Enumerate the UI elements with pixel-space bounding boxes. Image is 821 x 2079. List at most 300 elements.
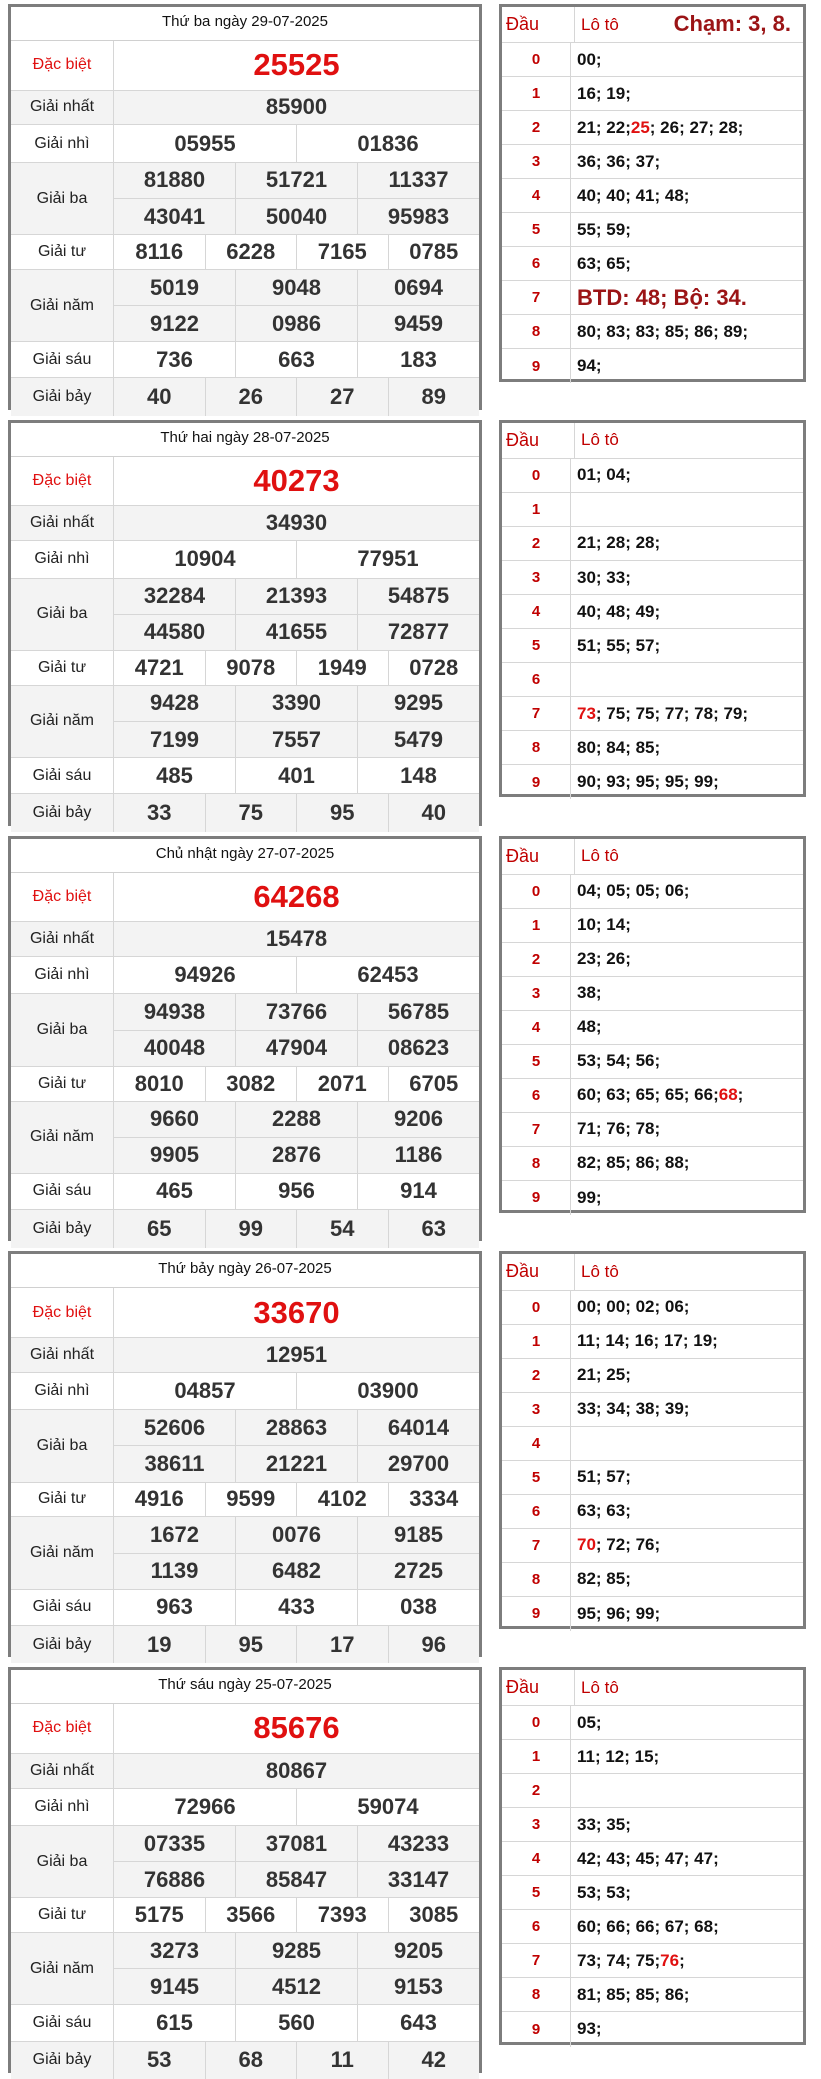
prize-line xyxy=(114,1210,479,1247)
loto-header xyxy=(502,423,803,459)
prize-number: 10904 xyxy=(174,546,236,572)
loto-row xyxy=(502,213,803,247)
loto-row xyxy=(502,1461,803,1495)
loto-values xyxy=(571,1774,803,1807)
prize-number: 42 xyxy=(388,2042,480,2079)
prize-label: Giải bảy xyxy=(11,378,114,415)
prize-line xyxy=(114,91,479,125)
loto-text: 48; xyxy=(577,1017,602,1037)
loto-table xyxy=(499,420,806,798)
loto-head-digit: 8 xyxy=(502,1147,571,1180)
prize-row-second xyxy=(11,1373,479,1410)
loto-head-digit: 0 xyxy=(502,43,571,76)
loto-text: 82; 85; 86; 88; xyxy=(577,1153,690,1173)
prize-line xyxy=(114,651,479,685)
prize-number: 28863 xyxy=(235,1410,357,1445)
prize-row-first xyxy=(11,1338,479,1373)
loto-values xyxy=(571,1325,803,1358)
loto-text: 38; xyxy=(577,983,602,1003)
prize-row-first xyxy=(11,91,479,126)
prize-line xyxy=(114,1030,479,1066)
prize-number: 47904 xyxy=(235,1031,357,1066)
prize-number: 15478 xyxy=(265,926,328,952)
prize-label: Giải bảy xyxy=(11,1210,114,1247)
prize-number: 4102 xyxy=(296,1483,388,1517)
prize-row-first xyxy=(11,1754,479,1789)
results-table xyxy=(8,1667,482,2073)
prize-line xyxy=(114,1789,479,1825)
prize-values xyxy=(114,125,479,161)
prize-number: 80867 xyxy=(265,1757,328,1783)
prize-line xyxy=(114,1704,479,1753)
prize-values xyxy=(114,91,479,125)
prize-values xyxy=(114,1288,479,1337)
prize-number: 8116 xyxy=(135,239,184,265)
btd-note: BTD: 48; Bộ: 34. xyxy=(577,284,747,310)
loto-text: 10; 14; xyxy=(577,915,631,935)
prize-number: 7165 xyxy=(296,235,388,269)
loto-header-label: Lô tô xyxy=(581,1677,619,1697)
prize-label: Giải nhất xyxy=(11,506,114,540)
loto-text: 00; xyxy=(577,49,602,69)
prize-line xyxy=(114,1968,479,2004)
day-block xyxy=(0,1663,821,2079)
prize-line xyxy=(114,1067,479,1101)
prize-values xyxy=(114,1102,479,1173)
prize-number: 0986 xyxy=(235,306,357,341)
loto-values xyxy=(571,1529,803,1562)
loto-text: 76 xyxy=(660,1950,680,1970)
prize-line xyxy=(114,541,479,577)
prize-number: 148 xyxy=(357,758,479,793)
prize-number: 1186 xyxy=(357,1138,479,1173)
prize-number: 485 xyxy=(156,762,193,788)
loto-values xyxy=(571,281,803,314)
prize-values xyxy=(114,1933,479,2004)
prize-number: 94938 xyxy=(143,999,206,1025)
loto-row xyxy=(502,1808,803,1842)
loto-values xyxy=(571,179,803,212)
loto-head-digit: 6 xyxy=(502,663,571,696)
prize-values xyxy=(114,1517,479,1588)
prize-row-sixth xyxy=(11,342,479,378)
prize-line xyxy=(114,1373,479,1409)
prize-number: 9905 xyxy=(150,1142,199,1168)
prize-row-fourth xyxy=(11,1898,479,1933)
prize-number: 26 xyxy=(205,378,297,415)
prize-line xyxy=(114,686,479,721)
loto-head-digit: 2 xyxy=(502,1359,571,1392)
loto-head-digit: 2 xyxy=(502,943,571,976)
prize-row-second xyxy=(11,541,479,578)
prize-line xyxy=(114,1174,479,1209)
prize-values xyxy=(114,457,479,506)
prize-number: 62453 xyxy=(296,957,479,993)
prize-row-sixth xyxy=(11,1590,479,1626)
results-title: Thứ hai ngày 28-07-2025 xyxy=(11,423,479,457)
day-block xyxy=(0,0,821,416)
prize-values xyxy=(114,579,479,650)
prize-number: 50040 xyxy=(235,199,357,234)
prize-values xyxy=(114,1410,479,1481)
prize-values xyxy=(114,1704,479,1753)
loto-values xyxy=(571,1808,803,1841)
prize-line xyxy=(114,1410,479,1445)
loto-head-digit: 9 xyxy=(502,1597,571,1631)
prize-line xyxy=(114,506,479,540)
prize-number: 85847 xyxy=(235,1862,357,1897)
prize-number: 2876 xyxy=(235,1138,357,1173)
loto-row xyxy=(502,1359,803,1393)
loto-values xyxy=(571,1079,803,1112)
loto-values xyxy=(571,1706,803,1739)
prize-row-third xyxy=(11,1410,479,1482)
prize-number: 956 xyxy=(235,1174,357,1209)
prize-line xyxy=(114,1626,479,1663)
prize-row-fifth xyxy=(11,270,479,342)
prize-label: Đặc biệt xyxy=(11,41,114,90)
prize-number: 01836 xyxy=(296,125,479,161)
prize-values xyxy=(114,1789,479,1825)
prize-line xyxy=(114,2005,479,2040)
prize-values xyxy=(114,873,479,922)
loto-text: 80; 84; 85; xyxy=(577,737,661,757)
prize-number: 54875 xyxy=(357,579,479,614)
loto-values xyxy=(571,111,803,144)
loto-head-digit: 4 xyxy=(502,179,571,212)
loto-text: 90; 93; 95; 95; 99; xyxy=(577,772,719,792)
prize-number: 94926 xyxy=(174,962,236,988)
loto-table xyxy=(499,4,806,382)
prize-number: 9459 xyxy=(357,306,479,341)
prize-line xyxy=(114,198,479,234)
loto-head-digit: 4 xyxy=(502,1842,571,1875)
prize-line xyxy=(114,614,479,650)
prize-values xyxy=(114,163,479,234)
loto-head-digit: 3 xyxy=(502,1393,571,1426)
prize-line xyxy=(114,270,479,305)
loto-row xyxy=(502,1706,803,1740)
loto-text: 63; 63; xyxy=(577,1501,631,1521)
loto-header xyxy=(502,7,803,43)
prize-values xyxy=(114,957,479,993)
prize-number: 8010 xyxy=(134,1070,184,1096)
prize-line xyxy=(114,1826,479,1861)
prize-line xyxy=(114,125,479,161)
loto-text: 93; xyxy=(577,2019,602,2039)
prize-number: 54 xyxy=(296,1210,388,1247)
prize-number: 32284 xyxy=(143,583,206,609)
loto-row xyxy=(502,1079,803,1113)
prize-values xyxy=(114,2042,479,2079)
loto-text: 53; 53; xyxy=(577,1882,631,1902)
prize-number: 9078 xyxy=(205,651,297,685)
loto-header-label: Lô tô xyxy=(581,846,619,866)
loto-values xyxy=(571,1291,803,1324)
prize-number: 2288 xyxy=(235,1102,357,1137)
prize-number: 2725 xyxy=(357,1554,479,1589)
prize-number: 615 xyxy=(156,2010,193,2036)
prize-number: 56785 xyxy=(357,994,479,1029)
prize-number: 51721 xyxy=(235,163,357,198)
prize-label: Giải bảy xyxy=(11,1626,114,1663)
prize-number: 1672 xyxy=(150,1521,199,1547)
prize-line xyxy=(114,163,479,198)
loto-text: 30; 33; xyxy=(577,567,631,587)
loto-text: 81; 85; 85; 86; xyxy=(577,1984,690,2004)
prize-values xyxy=(114,1067,479,1101)
prize-label: Giải nhì xyxy=(11,957,114,993)
prize-number: 52606 xyxy=(143,1414,206,1440)
prize-line xyxy=(114,721,479,757)
loto-head-digit: 0 xyxy=(502,1291,571,1324)
loto-row xyxy=(502,1393,803,1427)
loto-values xyxy=(571,77,803,110)
loto-text: 36; 36; 37; xyxy=(577,151,661,171)
prize-number: 95983 xyxy=(357,199,479,234)
prize-number: 2071 xyxy=(296,1067,388,1101)
prize-row-fifth xyxy=(11,686,479,758)
prize-row-seventh xyxy=(11,794,479,831)
prize-row-third xyxy=(11,994,479,1066)
loto-row xyxy=(502,1427,803,1461)
prize-label: Đặc biệt xyxy=(11,1704,114,1753)
prize-label: Giải ba xyxy=(11,163,114,234)
loto-row xyxy=(502,247,803,281)
prize-number: 401 xyxy=(235,758,357,793)
prize-row-fourth xyxy=(11,651,479,686)
loto-row xyxy=(502,349,803,383)
prize-number: 44580 xyxy=(143,619,206,645)
loto-values xyxy=(571,731,803,764)
loto-head-digit: 3 xyxy=(502,561,571,594)
prize-number: 7557 xyxy=(235,722,357,757)
loto-head-digit: 4 xyxy=(502,595,571,628)
prize-label: Đặc biệt xyxy=(11,457,114,506)
loto-head-digit: 3 xyxy=(502,145,571,178)
prize-label: Giải nhất xyxy=(11,1754,114,1788)
prize-label: Giải tư xyxy=(11,235,114,269)
loto-header xyxy=(502,1670,803,1706)
prize-row-third xyxy=(11,1826,479,1898)
prize-number: 9599 xyxy=(205,1483,297,1517)
loto-text: 00; 00; 02; 06; xyxy=(577,1297,690,1317)
loto-head-digit: 5 xyxy=(502,1045,571,1078)
prize-number: 433 xyxy=(235,1590,357,1625)
prize-label: Giải ba xyxy=(11,1410,114,1481)
loto-values xyxy=(571,1910,803,1943)
loto-text: 63; 65; xyxy=(577,253,631,273)
prize-row-seventh xyxy=(11,2042,479,2079)
loto-values xyxy=(571,1011,803,1044)
prize-number: 038 xyxy=(357,1590,479,1625)
prize-label: Giải nhất xyxy=(11,922,114,956)
loto-values xyxy=(571,43,803,76)
loto-head-digit: 7 xyxy=(502,1529,571,1562)
prize-row-third xyxy=(11,163,479,235)
prize-number: 3334 xyxy=(388,1483,480,1517)
prize-line xyxy=(114,1445,479,1481)
loto-text: 25 xyxy=(630,117,650,137)
prize-row-first xyxy=(11,922,479,957)
prize-line xyxy=(114,579,479,614)
prize-row-special xyxy=(11,1288,479,1338)
day-block xyxy=(0,416,821,832)
loto-header-label: Lô tô xyxy=(581,1261,619,1281)
loto-head-digit: 7 xyxy=(502,281,571,314)
prize-number: 63 xyxy=(388,1210,480,1247)
loto-row xyxy=(502,111,803,145)
loto-values xyxy=(571,1563,803,1596)
prize-line xyxy=(114,1102,479,1137)
loto-text: 42; 43; 45; 47; 47; xyxy=(577,1848,719,1868)
prize-number: 04857 xyxy=(174,1377,236,1403)
prize-row-fifth xyxy=(11,1517,479,1589)
prize-values xyxy=(114,922,479,956)
prize-label: Giải năm xyxy=(11,270,114,341)
loto-values xyxy=(571,943,803,976)
prize-label: Giải sáu xyxy=(11,2005,114,2040)
prize-number: 17 xyxy=(296,1626,388,1663)
prize-label: Giải tư xyxy=(11,1067,114,1101)
prize-label: Đặc biệt xyxy=(11,873,114,922)
loto-head-digit: 0 xyxy=(502,459,571,492)
prize-number: 465 xyxy=(156,1178,193,1204)
loto-head-digit: 7 xyxy=(502,1944,571,1977)
prize-number: 38611 xyxy=(144,1450,205,1476)
prize-number: 643 xyxy=(357,2005,479,2040)
prize-row-fourth xyxy=(11,235,479,270)
prize-label: Giải năm xyxy=(11,1517,114,1588)
loto-values xyxy=(571,697,803,730)
loto-text: 05; xyxy=(577,1712,602,1732)
prize-row-fourth xyxy=(11,1483,479,1518)
prize-number: 89 xyxy=(388,378,480,415)
loto-head-digit: 5 xyxy=(502,629,571,662)
results-title: Thứ ba ngày 29-07-2025 xyxy=(11,7,479,41)
prize-number: 7393 xyxy=(296,1898,388,1932)
loto-values xyxy=(571,595,803,628)
prize-number: 7199 xyxy=(150,726,199,752)
prize-number: 77951 xyxy=(296,541,479,577)
loto-row xyxy=(502,1045,803,1079)
prize-row-seventh xyxy=(11,378,479,415)
loto-row xyxy=(502,909,803,943)
loto-head-digit: 1 xyxy=(502,1325,571,1358)
prize-line xyxy=(114,457,479,506)
prize-number: 43233 xyxy=(357,1826,479,1861)
prize-label: Giải nhất xyxy=(11,91,114,125)
prize-line xyxy=(114,1338,479,1372)
prize-row-fifth xyxy=(11,1933,479,2005)
prize-number: 5479 xyxy=(357,722,479,757)
loto-row xyxy=(502,1529,803,1563)
loto-head-digit: 6 xyxy=(502,1910,571,1943)
results-title: Thứ bảy ngày 26-07-2025 xyxy=(11,1254,479,1288)
prize-line xyxy=(114,235,479,269)
prize-label: Giải năm xyxy=(11,686,114,757)
prize-line xyxy=(114,1590,479,1625)
loto-row xyxy=(502,1181,803,1215)
day-block xyxy=(0,1247,821,1663)
prize-number: 96 xyxy=(388,1626,480,1663)
loto-values xyxy=(571,493,803,526)
prize-number: 11337 xyxy=(357,163,479,198)
loto-values xyxy=(571,561,803,594)
prize-line xyxy=(114,342,479,377)
loto-row xyxy=(502,2012,803,2046)
loto-values xyxy=(571,459,803,492)
prize-number: 29700 xyxy=(357,1446,479,1481)
loto-table xyxy=(499,836,806,1214)
prize-number: 33147 xyxy=(357,1862,479,1897)
prize-number: 33670 xyxy=(253,1294,340,1330)
prize-values xyxy=(114,1590,479,1625)
loto-head-digit: 2 xyxy=(502,111,571,144)
prize-line xyxy=(114,922,479,956)
prize-row-fourth xyxy=(11,1067,479,1102)
prize-row-first xyxy=(11,506,479,541)
prize-number: 11 xyxy=(296,2042,388,2079)
prize-label: Giải nhì xyxy=(11,1789,114,1825)
prize-values xyxy=(114,1826,479,1897)
prize-line xyxy=(114,994,479,1029)
loto-head-digit: 6 xyxy=(502,1079,571,1112)
prize-number: 9205 xyxy=(357,1933,479,1968)
loto-row xyxy=(502,1774,803,1808)
loto-text: ; xyxy=(737,1085,744,1105)
loto-row xyxy=(502,1740,803,1774)
loto-text: 11; 14; 16; 17; 19; xyxy=(577,1331,718,1351)
prize-number: 21393 xyxy=(235,579,357,614)
prize-number: 37081 xyxy=(235,1826,357,1861)
prize-number: 68 xyxy=(205,2042,297,2079)
loto-text: 21; 22; xyxy=(577,117,631,137)
prize-line xyxy=(114,794,479,831)
loto-text: 99; xyxy=(577,1187,602,1207)
loto-values xyxy=(571,247,803,280)
prize-values xyxy=(114,541,479,577)
prize-row-second xyxy=(11,125,479,162)
prize-line xyxy=(114,1553,479,1589)
day-block xyxy=(0,832,821,1248)
loto-head-digit: 1 xyxy=(502,77,571,110)
loto-head-digit: 1 xyxy=(502,493,571,526)
loto-row xyxy=(502,629,803,663)
prize-number: 4916 xyxy=(134,1486,184,1512)
prize-number: 6228 xyxy=(205,235,297,269)
loto-values xyxy=(571,1978,803,2011)
loto-header-label: Lô tô xyxy=(581,14,619,34)
prize-number: 05955 xyxy=(174,130,236,156)
dau-header: Đầu xyxy=(502,423,575,458)
loto-values xyxy=(571,315,803,348)
prize-line xyxy=(114,1137,479,1173)
loto-row xyxy=(502,1842,803,1876)
results-table xyxy=(8,836,482,1242)
prize-number: 0728 xyxy=(388,651,480,685)
loto-text: 94; xyxy=(577,356,602,376)
prize-row-sixth xyxy=(11,758,479,794)
loto-head-digit: 9 xyxy=(502,1181,571,1215)
loto-header-label: Lô tô xyxy=(581,430,619,450)
loto-head-digit: 2 xyxy=(502,527,571,560)
loto-text: 33; 35; xyxy=(577,1814,631,1834)
loto-text: 95; 96; 99; xyxy=(577,1603,661,1623)
prize-number: 5019 xyxy=(150,274,199,300)
prize-number: 9295 xyxy=(357,686,479,721)
prize-number: 963 xyxy=(156,1594,193,1620)
